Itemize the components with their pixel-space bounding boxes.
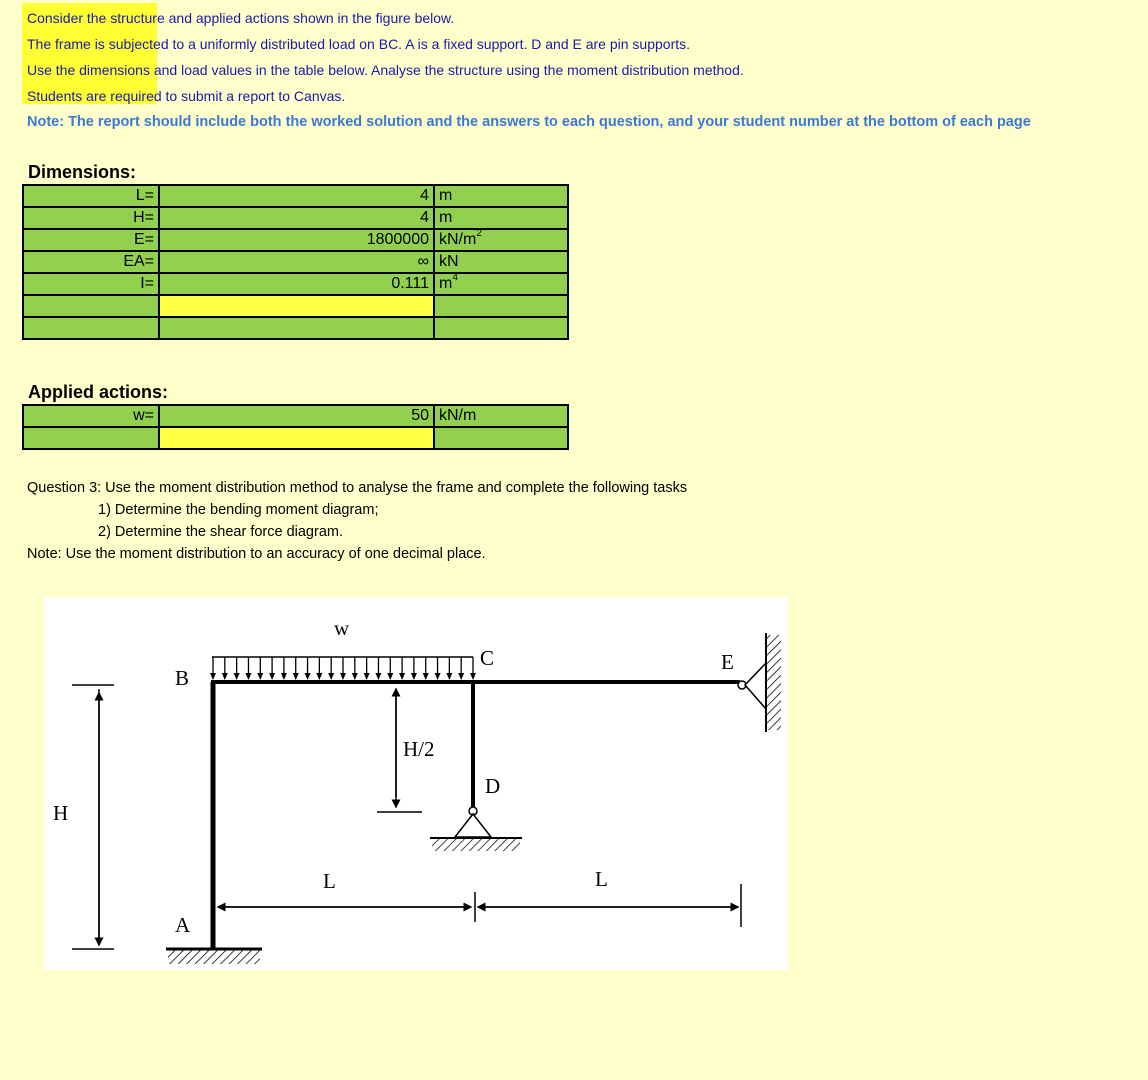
table-row <box>23 185 568 207</box>
load-arrow-head <box>210 673 216 680</box>
task-1: 1) Determine the bending moment diagram; <box>98 502 379 518</box>
label-b: B <box>175 666 190 690</box>
pin-support-e <box>738 633 781 732</box>
label-l-1: L <box>323 869 336 893</box>
load-arrow-head <box>316 673 322 680</box>
empty-cell <box>434 317 568 339</box>
input-cell[interactable] <box>159 295 434 317</box>
pin-support-d <box>430 807 522 851</box>
empty-cell <box>23 317 159 339</box>
dim-value-i[interactable]: 0.111 <box>159 273 434 295</box>
l-dimension-1 <box>218 892 475 922</box>
table-row <box>23 427 568 449</box>
report-note: Note: The report should include both the worked solution and the answers to each question, and your student number at the bottom of each page <box>27 114 1031 130</box>
load-arrow-head <box>458 673 464 680</box>
label-l-2: L <box>595 867 608 891</box>
table-row <box>23 317 568 339</box>
dim-unit-h: m <box>434 207 568 229</box>
actions-table <box>22 404 569 450</box>
action-label-w: w= <box>23 405 159 427</box>
label-h: H <box>53 801 69 825</box>
empty-cell[interactable] <box>159 317 434 339</box>
load-arrow-head <box>411 673 417 680</box>
load-arrow-head <box>375 673 381 680</box>
load-arrow-head <box>340 673 346 680</box>
dimensions-table <box>22 184 569 340</box>
table-row <box>23 295 568 317</box>
label-c: C <box>480 646 495 670</box>
dim-unit-i: $m^4$ <box>434 273 568 295</box>
empty-cell <box>23 427 159 449</box>
load-arrow-head <box>222 673 228 680</box>
load-arrow-head <box>269 673 275 680</box>
load-arrow-head <box>234 673 240 680</box>
load-arrow-head <box>446 673 452 680</box>
empty-cell <box>434 295 568 317</box>
applied-actions-title: Applied actions: <box>28 382 169 402</box>
input-cell[interactable] <box>159 427 434 449</box>
frame-diagram <box>44 597 788 970</box>
table-row <box>23 229 568 251</box>
l-dimension-2 <box>478 884 741 927</box>
dim-unit-ea: kN <box>434 251 568 273</box>
distributed-load <box>210 657 476 680</box>
label-d: D <box>485 774 501 798</box>
label-w: w <box>334 616 350 640</box>
table-row <box>23 251 568 273</box>
dim-unit-l: m <box>434 185 568 207</box>
question-text: Question 3: Use the moment distribution method to analyse the frame and complete the following tasks <box>27 480 688 496</box>
task-2: 2) Determine the shear force diagram. <box>98 524 343 540</box>
load-arrow-head <box>364 673 370 680</box>
intro-line-2: The frame is subjected to a uniformly distributed load on BC. A is a fixed support. D and E are pin supports. <box>27 36 691 52</box>
load-arrow-head <box>470 673 476 680</box>
dim-value-l[interactable]: 4 <box>159 185 434 207</box>
load-arrow-head <box>352 673 358 680</box>
load-arrow-head <box>399 673 405 680</box>
table-row <box>23 273 568 295</box>
label-a: A <box>175 913 191 937</box>
dim-value-ea[interactable]: ∞ <box>159 251 434 273</box>
h-dimension <box>72 685 114 949</box>
dim-label-ea: EA= <box>23 251 159 273</box>
load-arrow-head <box>328 673 334 680</box>
load-arrow-head <box>305 673 311 680</box>
load-arrow-head <box>257 673 263 680</box>
load-arrow-head <box>423 673 429 680</box>
label-h-half: H/2 <box>403 737 435 761</box>
fixed-support-a <box>166 949 262 964</box>
action-unit-w: kN/m <box>434 405 568 427</box>
dim-label-i: I= <box>23 273 159 295</box>
dim-label-l: L= <box>23 185 159 207</box>
dim-label-e: E= <box>23 229 159 251</box>
dimensions-title: Dimensions: <box>28 162 137 182</box>
intro-line-3: Use the dimensions and load values in the table below. Analyse the structure using the moment distribution method. <box>27 62 744 78</box>
dim-unit-e: $kN/m^2$ <box>434 229 568 251</box>
table-row <box>23 405 568 427</box>
empty-cell <box>434 427 568 449</box>
intro-line-1: Consider the structure and applied actions shown in the figure below. <box>27 10 455 26</box>
dim-label-h: H= <box>23 207 159 229</box>
action-value-w[interactable]: 50 <box>159 405 434 427</box>
table-row <box>23 207 568 229</box>
label-e: E <box>721 650 734 674</box>
empty-cell <box>23 295 159 317</box>
frame-figure <box>44 597 788 970</box>
accuracy-note: Note: Use the moment distribution to an accuracy of one decimal place. <box>27 546 486 562</box>
intro-line-4: Students are required to submit a report to Canvas. <box>27 88 346 104</box>
load-arrow-head <box>245 673 251 680</box>
load-arrow-head <box>435 673 441 680</box>
load-arrow-head <box>293 673 299 680</box>
load-arrow-head <box>281 673 287 680</box>
dim-value-e[interactable]: 1800000 <box>159 229 434 251</box>
load-arrow-head <box>387 673 393 680</box>
dim-value-h[interactable]: 4 <box>159 207 434 229</box>
